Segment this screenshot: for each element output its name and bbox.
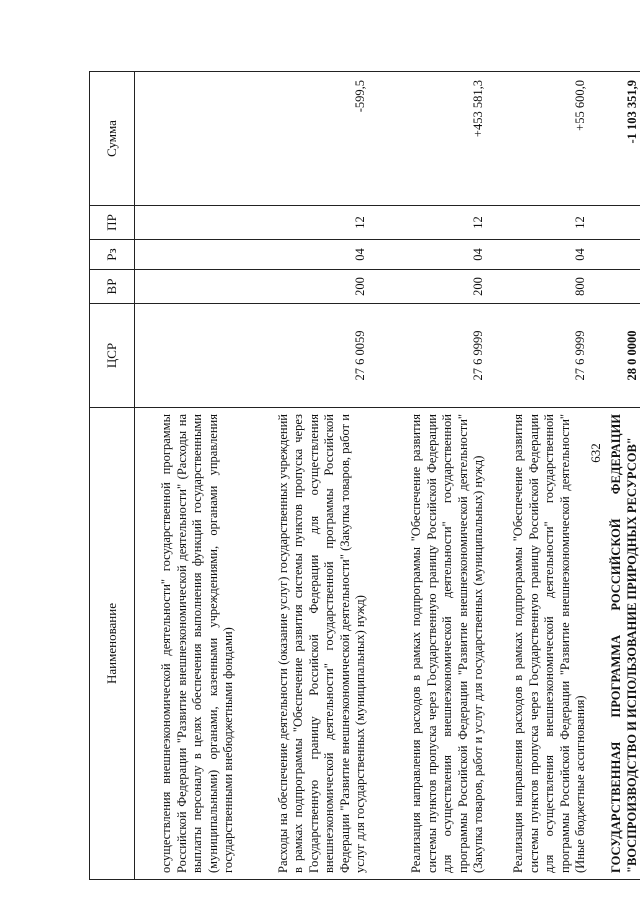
header-csr: ЦСР (90, 304, 135, 408)
table-row (493, 72, 595, 880)
row-rz (135, 240, 243, 270)
row-name: осуществления внешнеэкономической деятельности" государственной программы Российской Федерации "Развитие внешнеэкономической деятельности" (Расходы на выплаты персоналу в целях обеспечения выполнения функций государственными (муниципальными) органами, казенными учреждениями, органами управления государственными внебюджетными фондами) (135, 408, 243, 880)
row-vr (595, 270, 640, 304)
row-pr: 12 (243, 206, 375, 240)
row-csr: 27 6 0059 (243, 304, 375, 408)
row-vr (135, 270, 243, 304)
row-sum: +55 600,0 (493, 72, 595, 206)
row-sum (135, 72, 243, 206)
header-sum: Сумма (90, 72, 135, 206)
row-rz: 04 (375, 240, 493, 270)
header-rz: Рз (90, 240, 135, 270)
row-name: ГОСУДАРСТВЕННАЯ ПРОГРАММА РОССИЙСКОЙ ФЕДЕРАЦИИ "ВОСПРОИЗВОДСТВО И ИСПОЛЬЗОВАНИЕ ПРИРОДНЫХ РЕСУРСОВ" (595, 408, 640, 880)
table-row-total (595, 72, 640, 880)
row-csr (135, 304, 243, 408)
table-row (135, 72, 243, 880)
header-vr: ВР (90, 270, 135, 304)
header-name: Наименование (90, 408, 135, 880)
row-name: Реализация направления расходов в рамках подпрограммы "Обеспечение развития системы пунктов пропуска через Государственную границу Российской Федерации для осуществления внешнеэкономической деятельности" государственной программы Российской Федерации "Развитие внешнеэкономической деятельности" (Иные бюджетные ассигнования) (493, 408, 595, 880)
row-sum: -599,5 (243, 72, 375, 206)
row-name: Расходы на обеспечение деятельности (оказание услуг) государственных учреждений в рамках подпрограммы "Обеспечение развития системы пунктов пропуска через Государственную границу Российской Федерации для осуществления внешнеэкономической деятельности" государственной программы Российской Федерации "Развитие внешнеэкономической деятельности" (Закупка товаров, работ и услуг для государственных (муниципальных) нужд) (243, 408, 375, 880)
table-row (243, 72, 375, 880)
row-vr: 200 (243, 270, 375, 304)
page-number: 632 (588, 443, 603, 463)
row-rz (595, 240, 640, 270)
row-pr (595, 206, 640, 240)
row-rz: 04 (493, 240, 595, 270)
row-csr: 27 6 9999 (375, 304, 493, 408)
header-pr: ПР (90, 206, 135, 240)
row-sum: +453 581,3 (375, 72, 493, 206)
row-rz: 04 (243, 240, 375, 270)
table-header-row (90, 72, 135, 880)
budget-table (89, 71, 640, 880)
row-pr: 12 (375, 206, 493, 240)
row-csr: 27 6 9999 (493, 304, 595, 408)
row-sum: -1 103 351,9 (595, 72, 640, 206)
table-row (375, 72, 493, 880)
row-pr: 12 (493, 206, 595, 240)
row-vr: 200 (375, 270, 493, 304)
row-csr: 28 0 0000 (595, 304, 640, 408)
row-name: Реализация направления расходов в рамках подпрограммы "Обеспечение развития системы пунктов пропуска через Государственную границу Российской Федерации для осуществления внешнеэкономической деятельности" государственной программы Российской Федерации "Развитие внешнеэкономической деятельности" (Закупка товаров, работ и услуг для государственных (муниципальных) нужд) (375, 408, 493, 880)
row-pr (135, 206, 243, 240)
row-vr: 800 (493, 270, 595, 304)
